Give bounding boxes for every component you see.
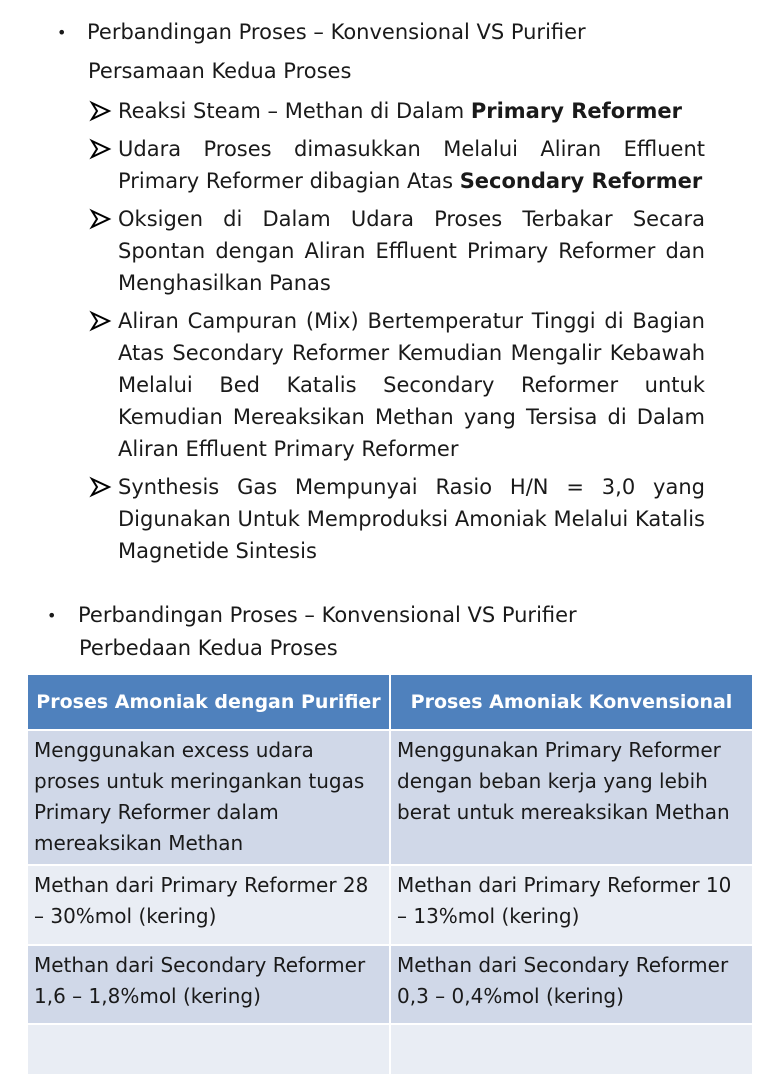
table-row	[27, 945, 753, 1024]
table-cell: Methan dari Primary Reformer 10 – 13%mol (kering)	[390, 865, 753, 945]
arrow-bullet-icon	[89, 95, 113, 127]
table-cell	[27, 1024, 390, 1075]
arrow-bullet-icon	[89, 305, 113, 337]
table-cell	[390, 1024, 753, 1075]
table-cell: Menggunakan Primary Reformer dengan beban kerja yang lebih berat untuk mereaksikan Methan	[390, 730, 753, 865]
emphasis-text: Primary Reformer	[470, 99, 683, 123]
heading-text: Perbandingan Proses – Konvensional VS Purifier	[78, 603, 577, 627]
table-cell: Methan dari Primary Reformer 28 – 30%mol (kering)	[27, 865, 390, 945]
column-header-purifier: Proses Amoniak dengan Purifier	[27, 674, 390, 730]
table-cell: Menggunakan excess udara proses untuk meringankan tugas Primary Reformer dalam mereaksikan Methan	[27, 730, 390, 865]
table-row	[27, 865, 753, 945]
list-item	[89, 471, 705, 567]
arrow-bullet-icon	[89, 471, 113, 503]
heading-text: Perbandingan Proses – Konvensional VS Purifier	[87, 20, 586, 44]
list-item-text: Oksigen di Dalam Udara Proses Terbakar Secara Spontan dengan Aliran Effluent Primary Reformer dan Menghasilkan Panas	[118, 207, 705, 295]
list-item	[89, 203, 705, 299]
list-item	[89, 133, 705, 197]
bullet-dot-icon: •	[47, 606, 57, 625]
arrow-bullet-icon	[89, 203, 113, 235]
table-cell: Methan dari Secondary Reformer 0,3 – 0,4%mol (kering)	[390, 945, 753, 1024]
list-item-text: Synthesis Gas Mempunyai Rasio H/N = 3,0 yang Digunakan Untuk Memproduksi Amoniak Melalui Katalis Magnetide Sintesis	[118, 475, 705, 563]
emphasis-text: Secondary Reformer	[459, 169, 703, 193]
list-item-text: Reaksi Steam – Methan di Dalam Primary Reformer	[118, 99, 683, 123]
arrow-bullet-icon	[89, 133, 113, 165]
table-row	[27, 1024, 753, 1075]
list-item	[89, 305, 705, 465]
table-row	[27, 730, 753, 865]
section-subheading: Persamaan Kedua Proses	[88, 59, 352, 83]
list-item	[89, 95, 705, 127]
list-item-text: Aliran Campuran (Mix) Bertemperatur Tinggi di Bagian Atas Secondary Reformer Kemudian Mengalir Kebawah Melalui Bed Katalis Secondary Reformer untuk Kemudian Mereaksikan Methan yang Tersisa di Dalam Aliran Effluent Primary Reformer	[118, 309, 705, 461]
list-item-text: Udara Proses dimasukkan Melalui Aliran Effluent Primary Reformer dibagian Atas Secondary Reformer	[118, 137, 705, 193]
section-subheading: Perbedaan Kedua Proses	[79, 636, 338, 660]
table-header-row	[27, 674, 753, 730]
table-cell: Methan dari Secondary Reformer 1,6 – 1,8%mol (kering)	[27, 945, 390, 1024]
column-header-konvensional: Proses Amoniak Konvensional	[390, 674, 753, 730]
similarity-list	[89, 95, 705, 573]
comparison-table	[26, 673, 754, 1076]
bullet-dot-icon: •	[57, 23, 67, 42]
